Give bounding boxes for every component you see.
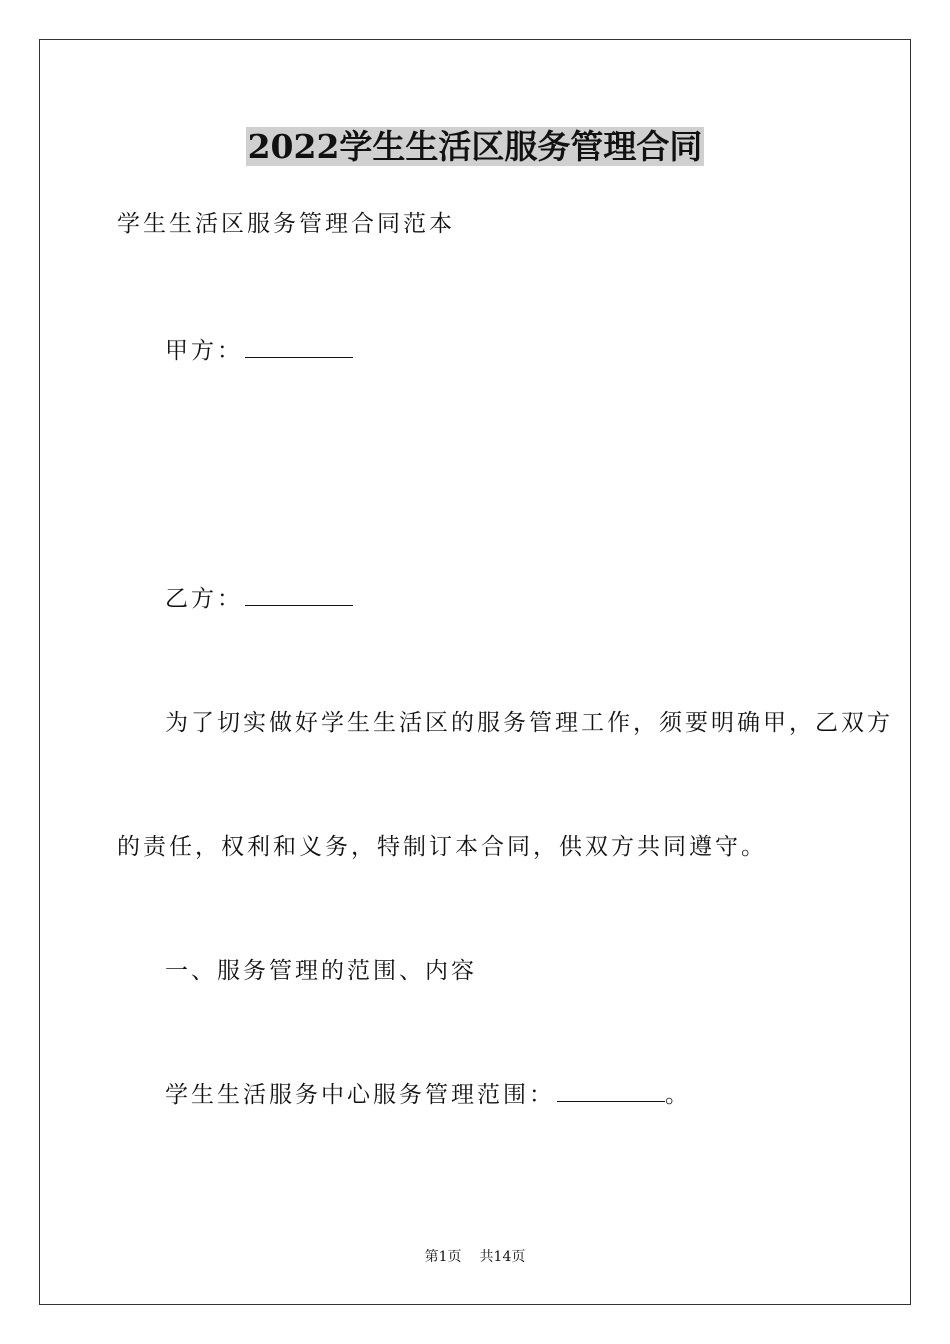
page-current: 第1页 — [424, 1249, 462, 1265]
page-footer — [0, 1247, 950, 1267]
scope-label: 学生生活服务中心服务管理范围： — [165, 1082, 555, 1108]
party-b-blank — [245, 587, 353, 606]
party-a-label: 甲方： — [165, 338, 243, 364]
document-title — [0, 124, 950, 170]
intro-line-1: 为了切实做好学生生活区的服务管理工作，须要明确甲，乙双方 — [165, 710, 893, 736]
party-b-label: 乙方： — [165, 586, 243, 612]
document-title-text: 2022学生生活区服务管理合同 — [247, 127, 703, 166]
document-subtitle: 学生生活区服务管理合同范本 — [117, 211, 455, 237]
section-1-heading: 一、服务管理的范围、内容 — [165, 958, 477, 984]
party-a-line — [165, 336, 353, 366]
party-b-line — [165, 584, 353, 614]
page-total: 共14页 — [479, 1249, 526, 1265]
scope-blank — [557, 1083, 665, 1102]
intro-line-2: 的责任，权利和义务，特制订本合同，供双方共同遵守。 — [117, 834, 767, 860]
party-a-blank — [245, 339, 353, 358]
scope-end: 。 — [665, 1082, 691, 1108]
scope-line — [165, 1080, 691, 1110]
